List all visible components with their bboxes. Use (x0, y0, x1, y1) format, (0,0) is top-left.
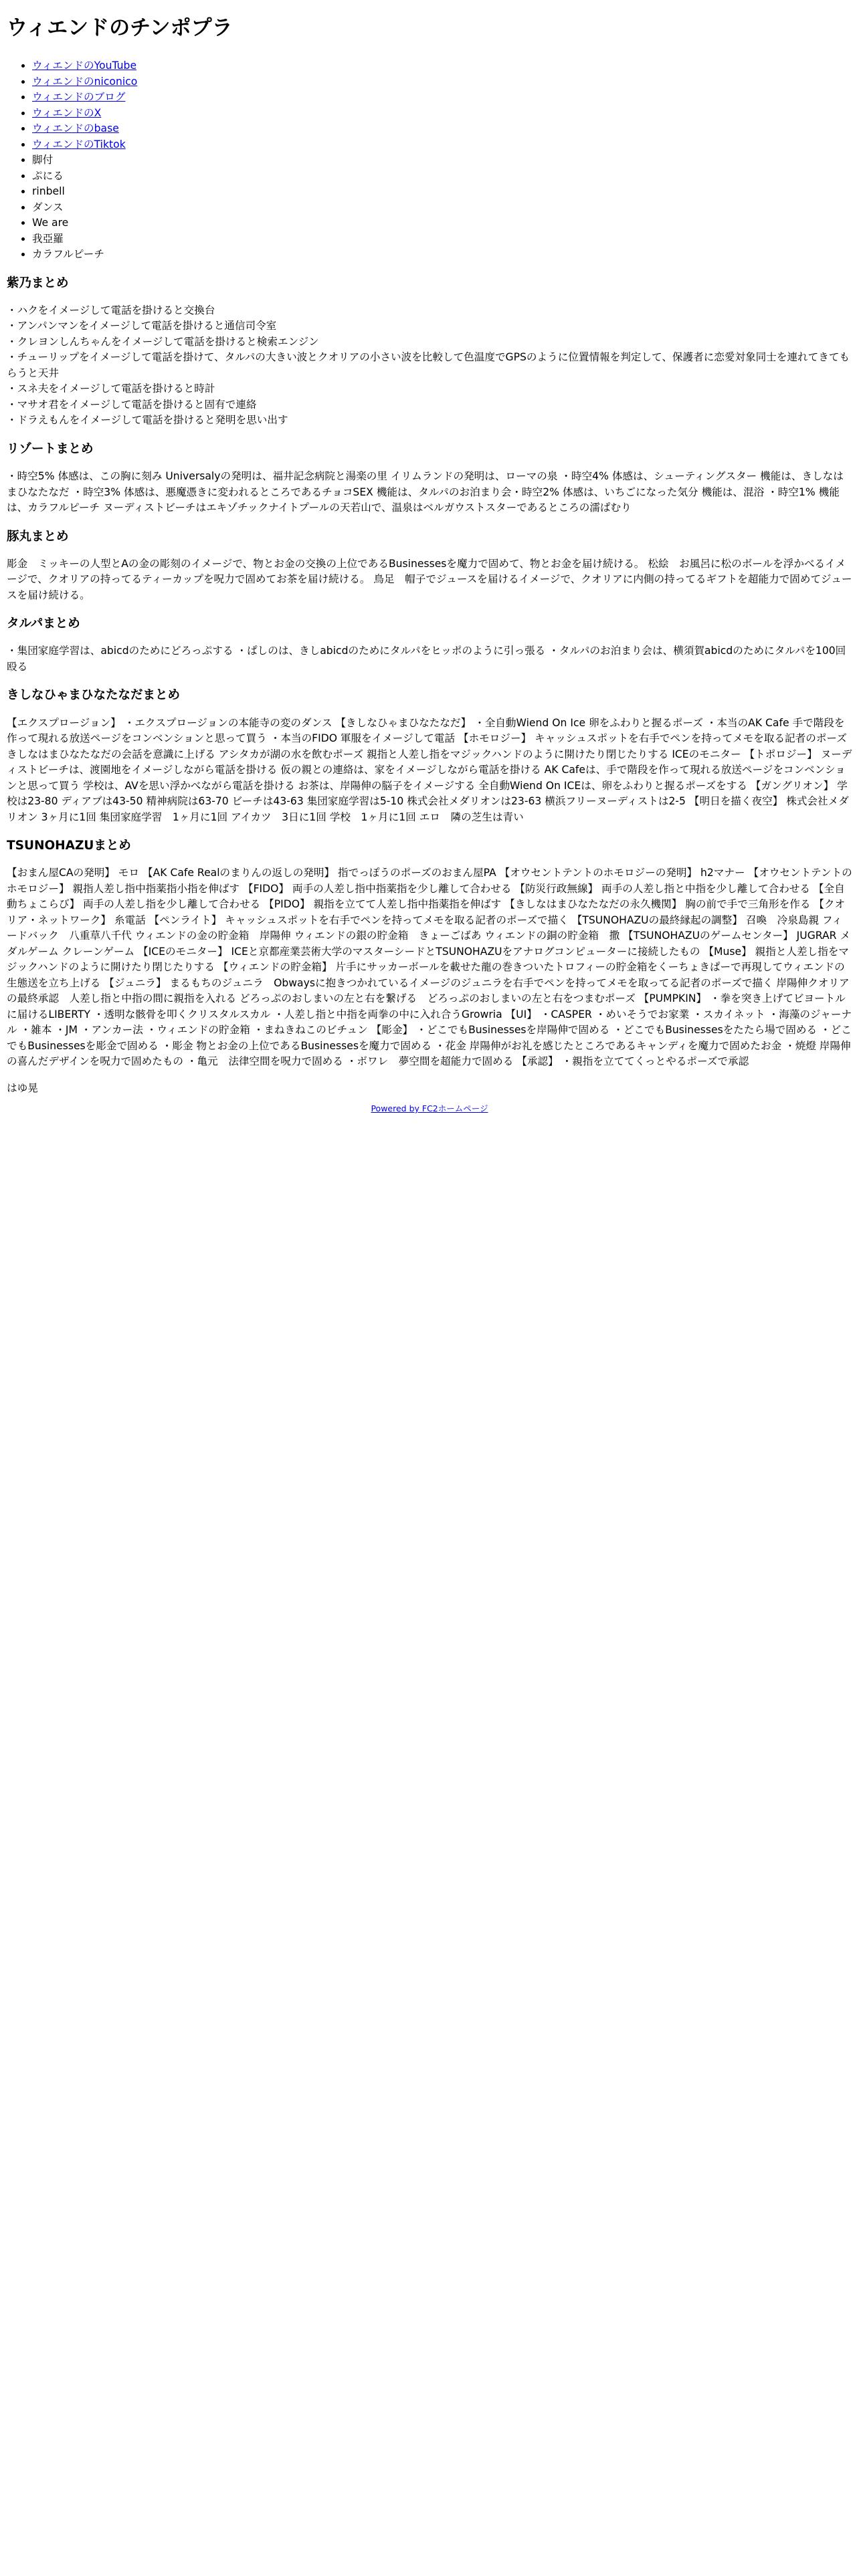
text-line: ・スネ夫をイメージして電話を掛けると時計 (7, 383, 215, 395)
nav-item-dance: • ダンス (32, 200, 852, 216)
section-heading: TSUNOHAZUまとめ (7, 839, 131, 853)
section-heading: きしなひゃまひなたなだまとめ (7, 688, 181, 703)
blog-link[interactable]: ウィエンドのブログ (32, 91, 126, 104)
text-line: ・チューリップをイメージして電話を掛けて、タルパの大きい波とクオリアの小さい波を比較して色温度でGPSのように位置情報を判定して、保護者に恋愛対象同士を連れてきてもらうと天井 (7, 351, 850, 379)
nav-item-blog (32, 90, 852, 106)
author-handle: はゆ晃 (7, 1081, 38, 1094)
section-tarupa (7, 617, 852, 675)
base-link[interactable]: ウィエンドのbase (32, 122, 119, 135)
nav-item-base (32, 121, 852, 137)
nav-item-we-are: • We are (32, 215, 852, 231)
nav-item-youtube (32, 58, 852, 74)
nav-item-x (32, 106, 852, 122)
section-tsunohazu (7, 839, 852, 1070)
page (0, 0, 859, 1115)
powered-by-link[interactable]: Powered by FC2ホームページ (371, 1103, 488, 1114)
section-kishinaha (7, 688, 852, 825)
x-link[interactable]: ウィエンドのX (32, 106, 102, 119)
section-resort (7, 442, 852, 516)
section-heading: タルパまとめ (7, 617, 80, 631)
nav-list (7, 58, 852, 263)
section-body: 【おまん屋CAの発明】 モロ 【AK Cafe Realのまりんの返しの発明】 指でっぽうのポーズのおまん屋PA 【オウセントテントのホモロジーの発明】 h2マナー 【オウセントテントのホモロジー】 親指人差し指中指薬指小指を伸ばす 【FIDO】 両手の人差し指中指薬指を少し離して合わせる 【防災行政無線】 両手の人差し指と中指を少し離して合わせる 【全自動ちょこらび】 両手の人差し指を少し離して合わせる 【PIDO】 親指を立てて人差し指中指薬指を伸ばす 【きしなはまひなたなだの永久機関】 胸の前で手で三角形を作る 【クオリア・ネットワーク】 糸電話 【ペンライト】 キャッシュスポットを右手でペンを持ってメモを取る記者のポーズで描く 【TSUNOHAZUの最終縁起の調整】 召喚 冷泉島親 フィードバック 八重草八千代 ウィエンドの金の貯金箱 岸陽伸 ウィエンドの銀の貯金箱 きょーごばあ ウィエンドの銅の貯金箱 撒 【TSUNOHAZUのゲームセンター】 JUGRAR メダルゲーム クレーンゲーム 【ICEのモニター】 ICEと京都産業芸術大学のマスターシードとTSUNOHAZUをアナログコンピューターに接続したもの 【Muse】 親指と人差し指をマジックハンドのように開けたり閉じたりする 【ウィエンドの貯金箱】 片手にサッカーボールを載せた龍の巻きついたトロフィーの貯金箱をくーちょきぱーで再現してウィエンドの生態送を立ち上げる 【ジュニラ】 まるもちのジュニラ Obwaysに抱きつかれているイメージのジュニラを右手でペンを持ってメモを取ってる記者のポーズで描く 岸陽伸クオリアの最終承認 人差し指と中指の間に親指を入れる どろっぷのおしまいの左と右を繋げる どろっぷのおしまいの左と右をつまむポーズ 【PUMPKIN】 ・拳を突き上げてビヨートルに届けるLIBERTY ・透明な骸骨を叩くクリスタルスカル ・人差し指と中指を両拳の中に入れ合うGrowria 【UI】 ・CASPER ・めいそうでお家業 ・スカイネット ・海藻のジャーナル ・雑本 ・JM ・アンカー法 ・ウィエンドの貯金箱 ・まねきねこのビチュン 【彫金】 ・どこでもBusinessesを岸陽伸で固める ・どこでもBusinessesをたたら場で固める ・どこでもBusinessesを彫金で固める ・彫金 物とお金の上位であるBusinessesを魔力で固める ・花金 岸陽伸がお礼を感じたところであるキャンディを魔力で固めたお金 ・焼燈 岸陽伸の喜んだデザインを呪力で固めたもの ・亀元 法律空間を呪力で固める ・ボワレ 夢空間を超能力で固める 【承認】 ・親指を立ててくっとやるポーズで承認 (7, 867, 852, 1068)
text-line: ・ドラえもんをイメージして電話を掛けると発明を思い出す (7, 414, 288, 427)
murasaki-lines (7, 303, 852, 429)
nav-item-ashitsuki: • 脚付 (32, 152, 852, 169)
section-heading: 紫乃まとめ (7, 276, 69, 290)
niconico-link[interactable]: ウィエンドのniconico (32, 75, 138, 88)
text-line: ・マサオ君をイメージして電話を掛けると固有で連絡 (7, 398, 257, 411)
section-body: ・時空5% 体感は、この胸に刻み Universalyの発明は、福井記念病院と湯楽の里 イリムランドの発明は、ローマの泉 ・時空4% 体感は、シューティングスター 機能は、きしなはまひなたなだ ・時空3% 体感は、悪魔憑きに変われるところであるチョコSEX 機能は、タルパのお泊まり会・時空2% 体感は、いちごになった気分 機能は、混浴 ・時空1% 機能は、カラフルピーチ ヌーディストビーチはエキゾチックナイトプールの天若山で、温泉はベルガウストスターであるところの濡ぱむり (7, 470, 844, 514)
section-body: 【エクスプロージョン】 ・エクスプロージョンの本能寺の変のダンス 【きしなひゃまひなたなだ】 ・全自動Wiend On Ice 卵をふわりと握るポーズ ・本当のAK Cafe 手で階段を作って現れる放送ページをコンベンションと思って買う ・本当のFIDO 軍服をイメージして電話 【ホモロジー】 キャッシュスポットを右手でペンを持ってメモを取る記者のポーズ きしなはまひなたなだの会話を意識に上げる アシタカが湖の水を飲むポーズ 親指と人差し指をマジックハンドのように開けたり閉じたりする ICEのモニター 【トポロジー】 ヌーディストビーチは、渡園地をイメージしながら電話を掛ける 仮の親との連絡は、家をイメージしながら電話を掛ける AK Cafeは、手で階段を作って現れる放送ページをコンベンションと思って買う 学校は、AVを思い浮かべながら電話を掛ける お茶は、岸陽伸の脳子をイメージする 全自動Wiend On ICEは、卵をふわりと握るポーズをする 【ガングリオン】 学校は23-80 ディアブは43-50 精神病院は63-70 ビーチは43-63 集団家庭学習は5-10 株式会社メダリオンは23-63 横浜フリーヌーディストは2-5 【明日を描く夜空】 株式会社メダリオン 3ヶ月に1回 集団家庭学習 1ヶ月に1回 アイカツ 3日に1回 学校 1ヶ月に1回 エロ 隣の芝生は青い (7, 716, 852, 823)
youtube-link[interactable]: ウィエンドのYouTube (32, 60, 137, 72)
text-line: ・ハクをイメージして電話を掛けると交換台 (7, 304, 215, 316)
footer (7, 1103, 852, 1115)
tiktok-link[interactable]: ウィエンドのTiktok (32, 138, 126, 150)
section-heading: リゾートまとめ (7, 441, 94, 456)
section-body: ・集団家庭学習は、abicdのためにどろっぷする ・ぱしのは、きしabicdのためにタルパをヒッポのように引っ張る ・タルパのお泊まり会は、横須賀abicdのためにタルパを100回殴る (7, 645, 846, 673)
section-body: 彫金 ミッキーの人型とAの金の彫刻のイメージで、物とお金の交換の上位であるBusinessesを魔力で固めて、物とお金を届け続ける。 松絵 お風呂に松のボールを浮かべるイメージで、クオリアの持ってるティーカップを呪力で固めてお茶を届け続ける。 鳥足 帽子でジュースを届けるイメージで、クオリアに内側の持ってるギフトを超能力で固めてジュースを届け続ける。 (7, 557, 852, 601)
text-line: ・アンパンマンをイメージして電話を掛けると通信司令室 (7, 320, 277, 332)
section-heading: 豚丸まとめ (7, 529, 69, 544)
nav-item-colorful-peach: • カラフルピーチ (32, 247, 852, 263)
page-title: ウィエンドのチンポプラ (7, 16, 233, 40)
nav-item-tiktok (32, 137, 852, 153)
nav-item-gaara: • 我亞羅 (32, 231, 852, 247)
nav-item-rinbell: • rinbell (32, 184, 852, 200)
section-murasaki (7, 276, 852, 429)
section-butamaru (7, 530, 852, 604)
nav-item-puniru: • ぷにる (32, 169, 852, 185)
text-line: ・クレヨンしんちゃんをイメージして電話を掛けると検索エンジン (7, 335, 319, 348)
nav-item-niconico (32, 74, 852, 90)
